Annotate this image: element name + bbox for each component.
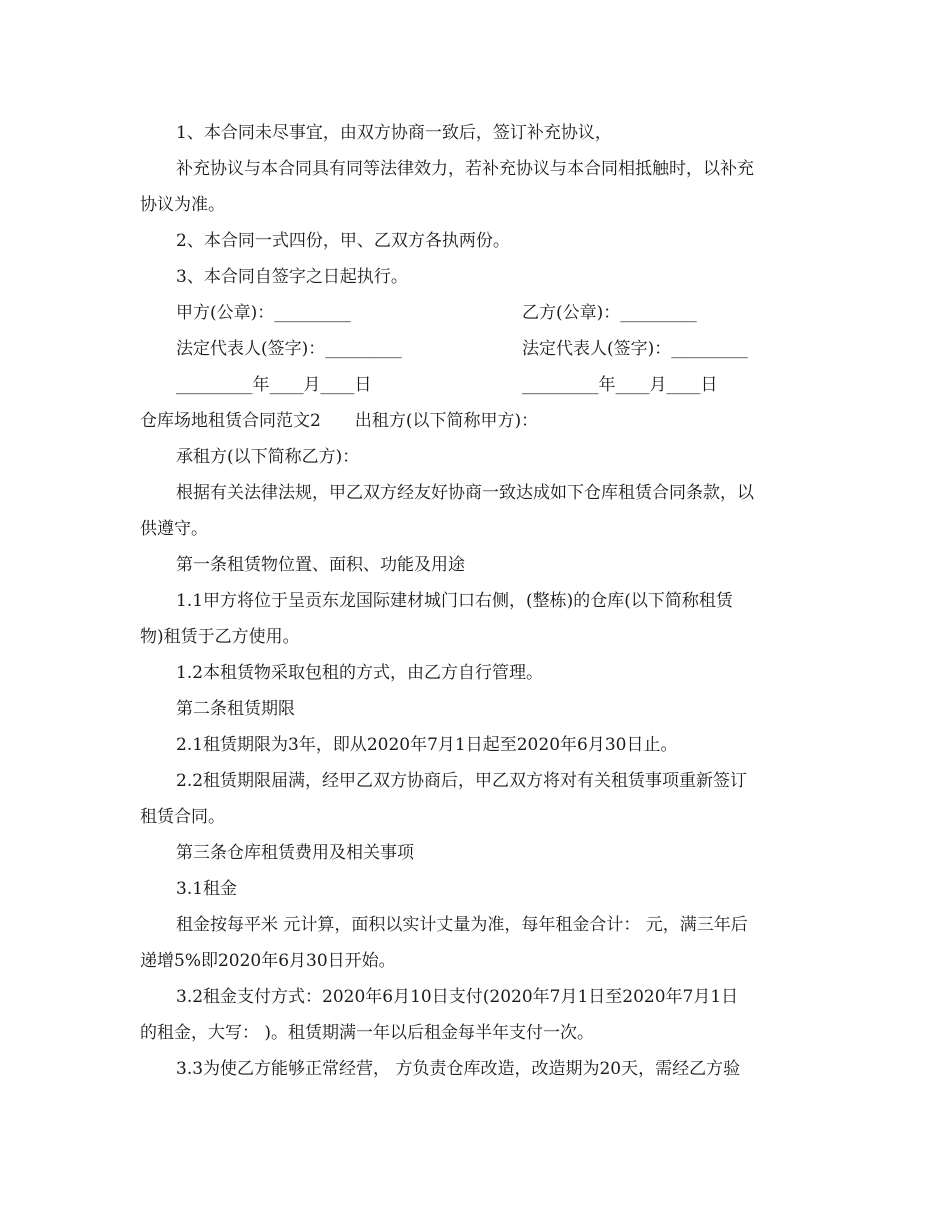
party-b-representative: 法定代表人(签字)：_________ — [522, 339, 748, 359]
clause-1-cont: 补充协议与本合同具有同等法律效力，若补充协议与本合同相抵触时，以补充 — [176, 159, 754, 179]
section-heading-example-2: 仓库场地租赁合同范文2 出租方(以下简称甲方)： — [140, 411, 539, 431]
article-2-2: 2.2租赁期限届满，经甲乙双方协商后，甲乙双方将对有关租赁事项重新签订 — [176, 771, 748, 791]
clause-1: 1、本合同未尽事宜，由双方协商一致后，签订补充协议， — [176, 123, 612, 143]
article-3-2-cont: 的租金，大写： )。租赁期满一年以后租金每半年支付一次。 — [140, 1023, 595, 1043]
article-3-3: 3.3为使乙方能够正常经营， 方负责仓库改造，改造期为20天，需经乙方验 — [176, 1059, 741, 1079]
article-1-heading: 第一条租赁物位置、面积、功能及用途 — [176, 555, 465, 575]
article-2-1: 2.1租赁期限为3年，即从2020年7月1日起至2020年6月30日止。 — [176, 735, 678, 755]
article-1-1-cont: 物)租赁于乙方使用。 — [140, 627, 300, 647]
article-3-1: 3.1租金 — [176, 879, 238, 899]
lessee-line: 承租方(以下简称乙方)： — [176, 447, 360, 467]
preamble: 根据有关法律法规，甲乙双方经友好协商一致达成如下仓库租赁合同条款，以 — [176, 483, 754, 503]
party-a-seal: 甲方(公章)：_________ — [176, 303, 351, 323]
party-b-seal: 乙方(公章)：_________ — [522, 303, 697, 323]
article-2-2-cont: 租赁合同。 — [140, 807, 225, 827]
party-a-representative: 法定代表人(签字)：_________ — [176, 339, 402, 359]
article-3-heading: 第三条仓库租赁费用及相关事项 — [176, 843, 414, 863]
article-2-heading: 第二条租赁期限 — [176, 699, 295, 719]
rent-terms-cont: 递增5%即2020年6月30日开始。 — [140, 951, 396, 971]
clause-1-cont: 协议为准。 — [140, 195, 225, 215]
preamble-cont: 供遵守。 — [140, 519, 208, 539]
rent-terms: 租金按每平米 元计算，面积以实计丈量为准，每年租金合计： 元，满三年后 — [176, 915, 748, 935]
clause-2: 2、本合同一式四份，甲、乙双方各执两份。 — [176, 231, 510, 251]
article-1-2: 1.2本租赁物采取包租的方式，由乙方自行管理。 — [176, 663, 544, 683]
party-b-date: _________年____月____日 — [522, 375, 718, 395]
party-a-date: _________年____月____日 — [176, 375, 372, 395]
article-3-2: 3.2租金支付方式：2020年6月10日支付(2020年7月1日至2020年7月1日 — [176, 987, 739, 1007]
article-1-1: 1.1甲方将位于呈贡东龙国际建材城门口右侧，(整栋)的仓库(以下简称租赁 — [176, 591, 733, 611]
clause-3: 3、本合同自签字之日起执行。 — [176, 267, 408, 287]
